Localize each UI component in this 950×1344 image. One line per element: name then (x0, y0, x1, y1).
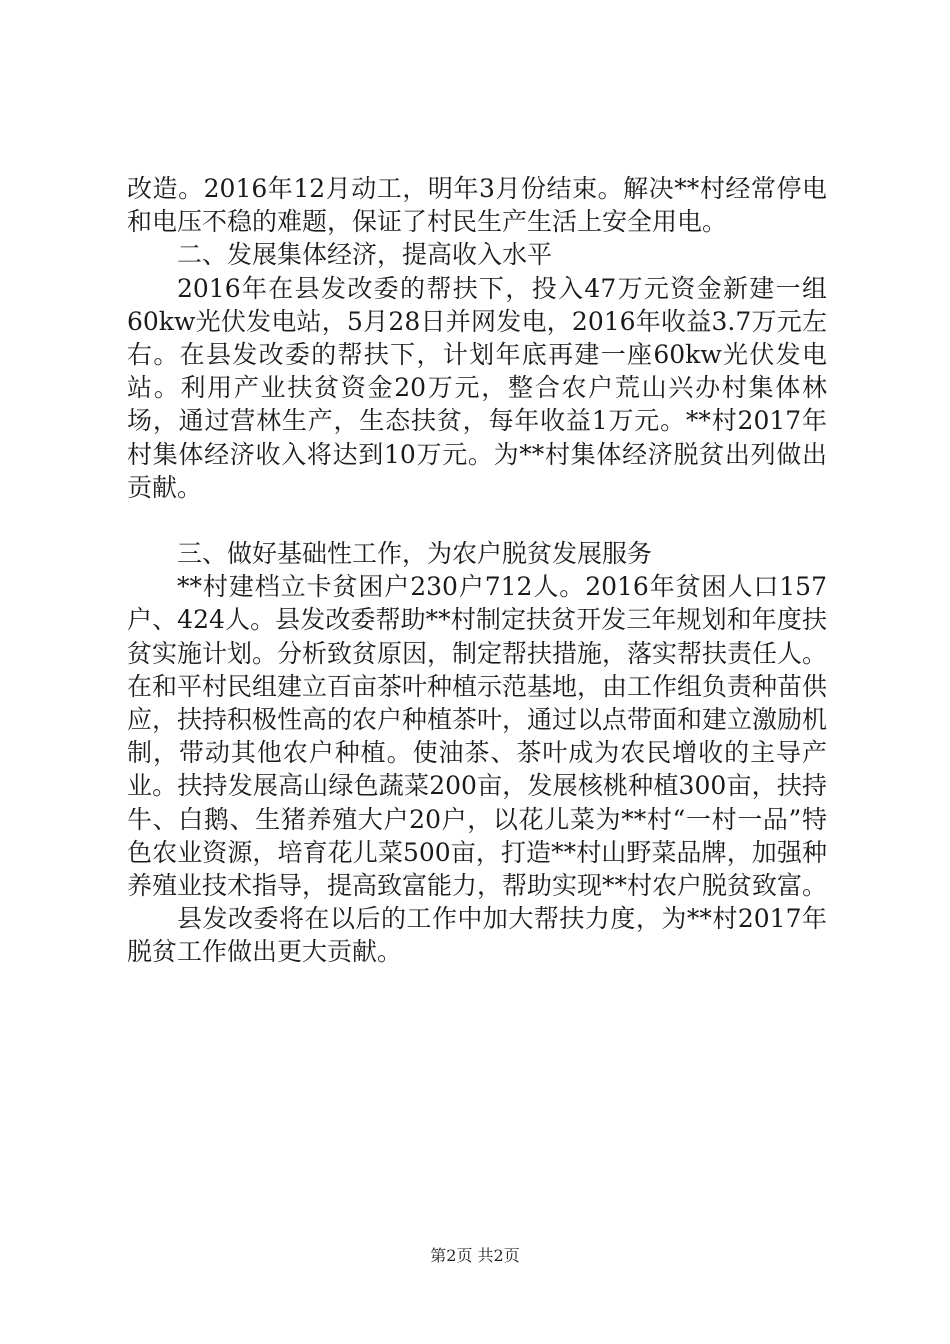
paragraph-basic-work: **村建档立卡贫困户230户712人。2016年贫困人口157户、424人。县发改委帮助**村制定扶贫开发三年规划和年度扶贫实施计划。分析致贫原因，制定帮扶措施，落实帮扶责任人。在和平村民组建立百亩茶叶种植示范基地，由工作组负责种苗供应，扶持积极性高的农户种植茶叶，通过以点带面和建立激励机制，带动其他农户种植。使油茶、茶叶成为农民增收的主导产业。扶持发展高山绿色蔬菜200亩，发展核桃种植300亩，扶持牛、白鹅、生猪养殖大户20户，以花儿菜为**村“一村一品”特色农业资源，培育花儿菜500亩，打造**村山野菜品牌，加强种养殖业技术指导，提高致富能力，帮助实现**村农户脱贫致富。 (127, 572, 828, 901)
section-heading-2: 二、发展集体经济，提高收入水平 (177, 240, 553, 270)
paragraph-gap (127, 504, 827, 537)
paragraph-conclusion: 县发改委将在以后的工作中加大帮扶力度，为**村2017年脱贫工作做出更大贡献。 (127, 904, 827, 967)
page-footer: 第2页 共2页 (430, 1246, 520, 1265)
paragraph-continuation: 改造。2016年12月动工，明年3月份结束。解决**村经常停电和电压不稳的难题，保证了村民生产生活上安全用电。 (127, 174, 827, 237)
section-heading-3: 三、做好基础性工作，为农户脱贫发展服务 (177, 539, 653, 569)
document-body (127, 172, 827, 969)
paragraph-collective-economy: 2016年在县发改委的帮扶下，投入47万元资金新建一组60kw光伏发电站，5月28日并网发电，2016年收益3.7万元左右。在县发改委的帮扶下，计划年底再建一座60kw光伏发电站。利用产业扶贫资金20万元，整合农户荒山兴办村集体林场，通过营林生产，生态扶贫，每年收益1万元。**村2017年村集体经济收入将达到10万元。为**村集体经济脱贫出列做出贡献。 (127, 273, 827, 502)
